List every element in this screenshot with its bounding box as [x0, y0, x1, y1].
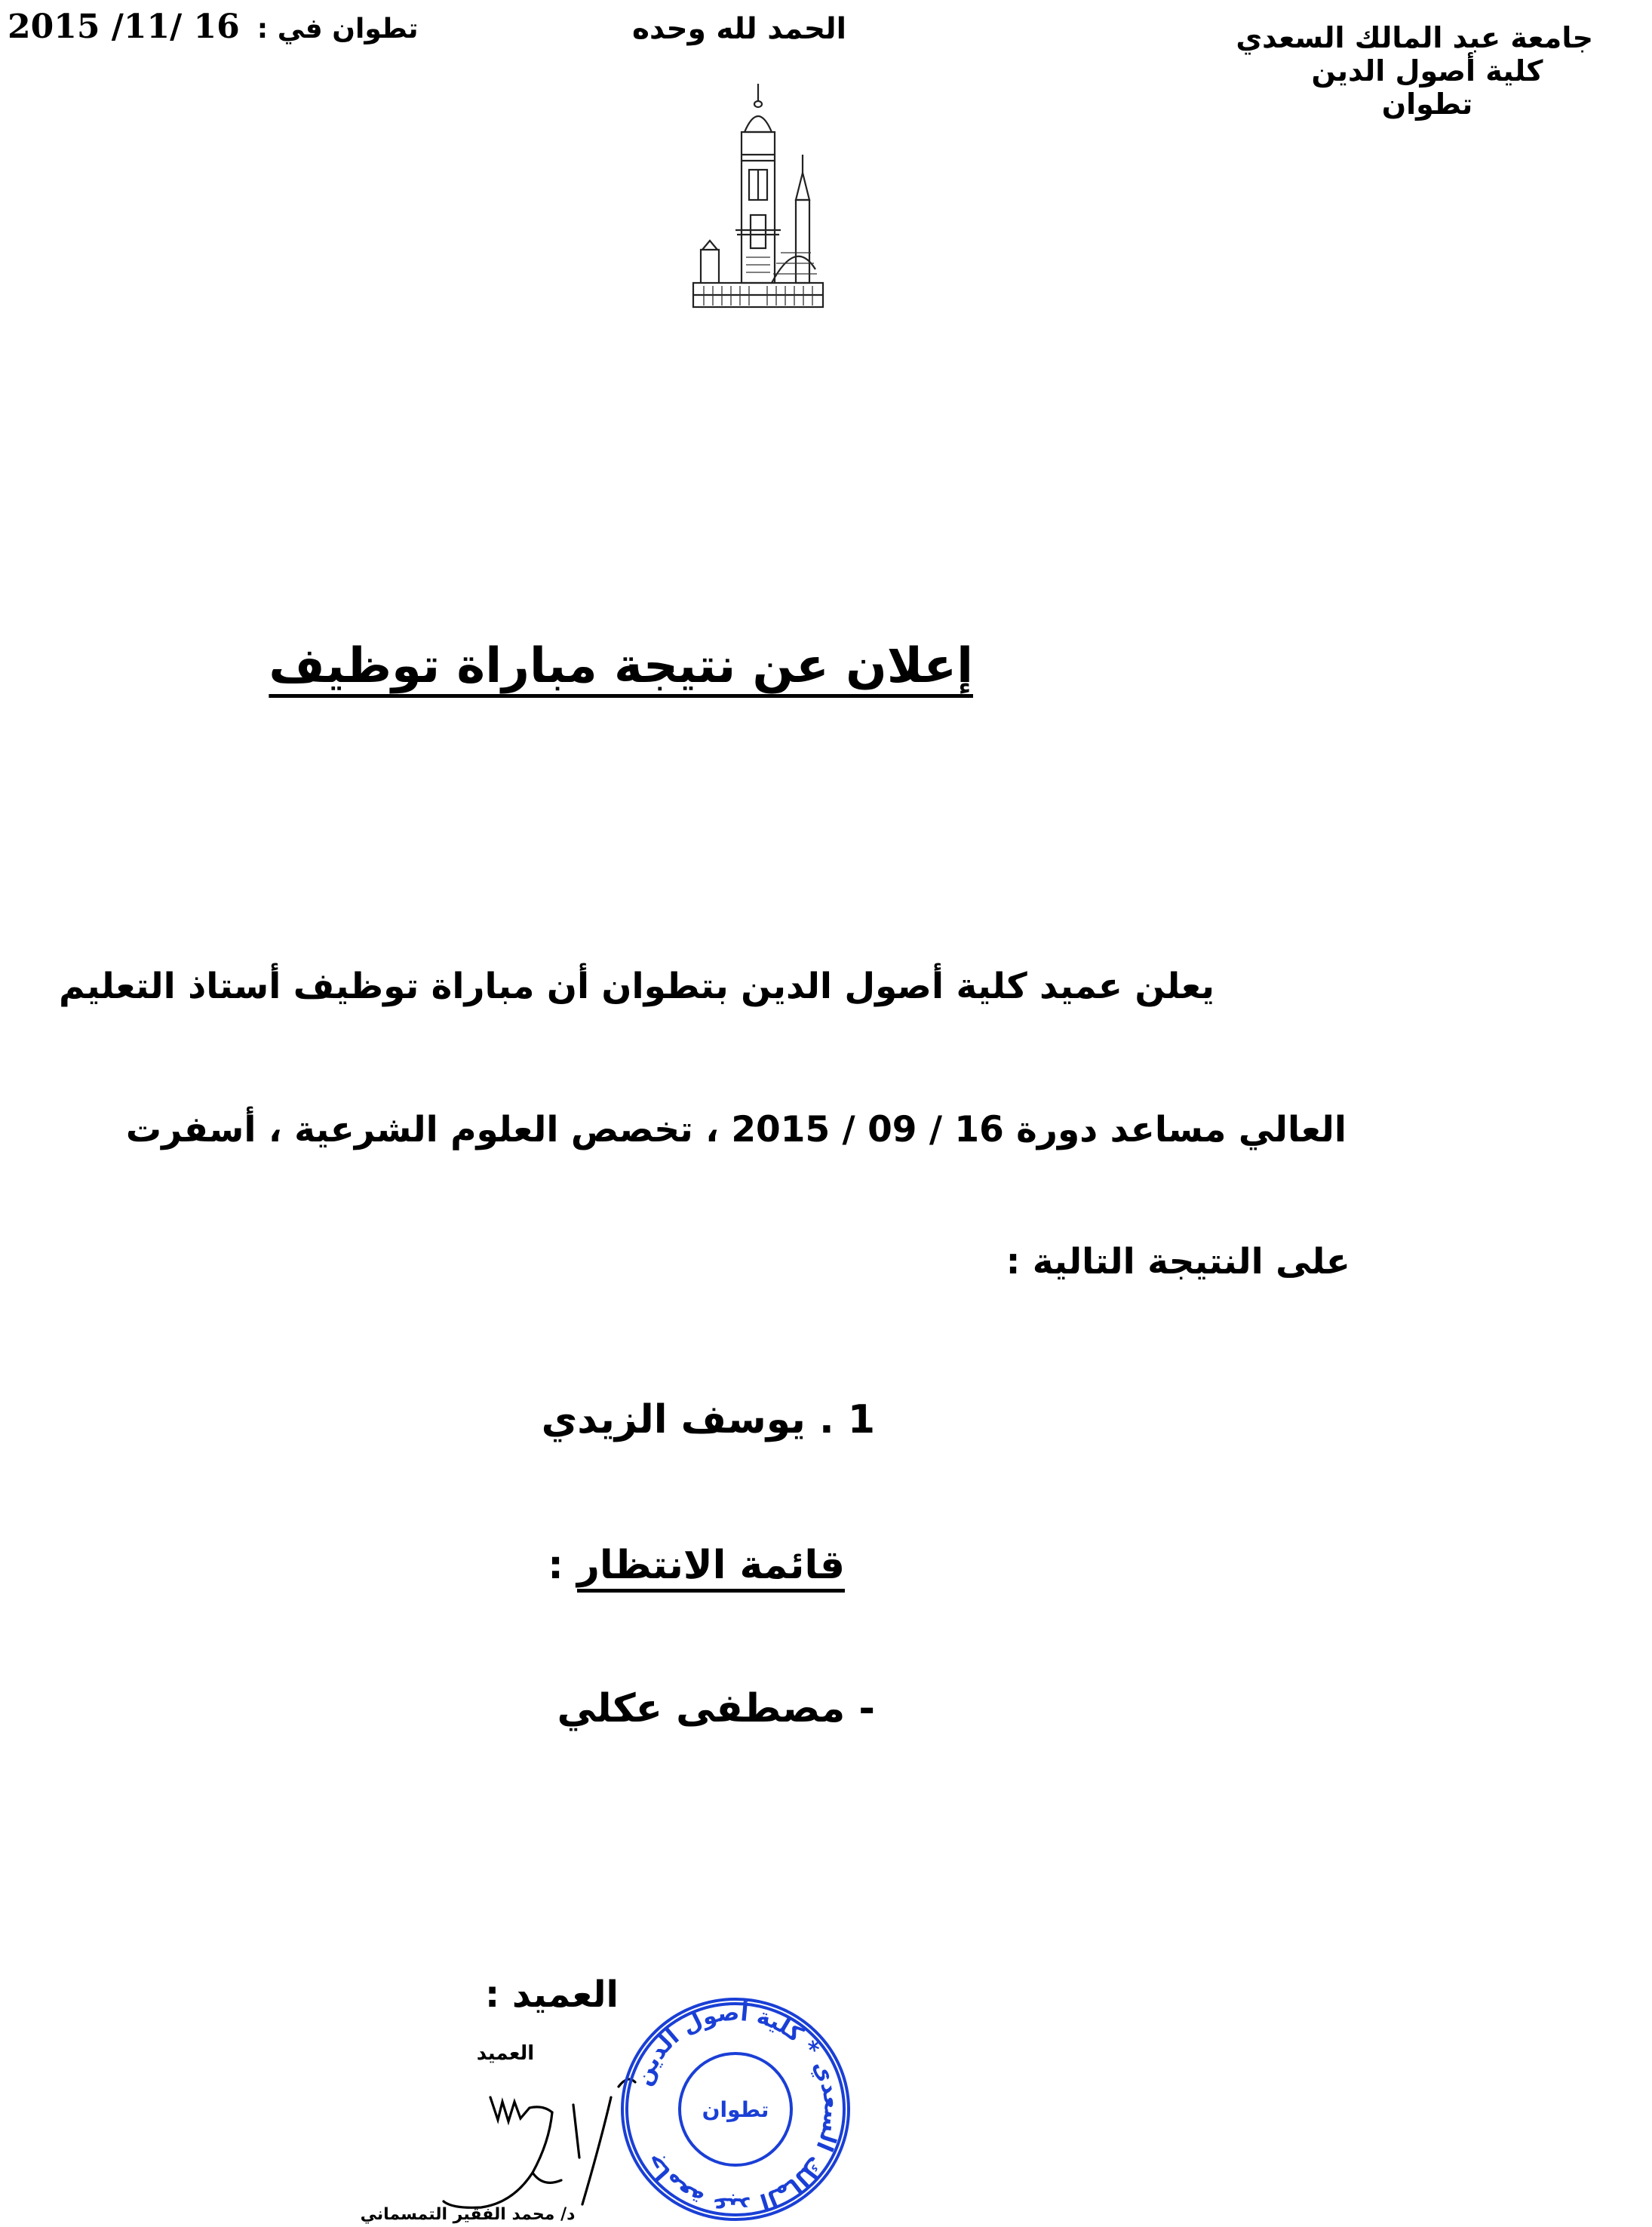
stamp-outer-text: جامعة عبد المالك السعدي * كلية أصول الدين: [629, 1999, 846, 2219]
signature-icon: [355, 2029, 641, 2227]
date-value: 2015 /11/ 16: [8, 8, 240, 46]
stamp-center-text: تطوان: [702, 2097, 769, 2122]
signature-title: العميد: [476, 2042, 535, 2065]
body-line-2: العالي مساعد دورة 16 / 09 / 2015 ، تخصص العلوم الشرعية ، أسفرت: [125, 1109, 1346, 1150]
body-line-1: يعلن عميد كلية أصول الدين بتطوان أن مباراة توظيف أستاذ التعليم: [59, 966, 1214, 1007]
university-header: [1236, 21, 1593, 121]
dean-label: العميد :: [485, 1974, 619, 2016]
minaret-logo-icon: [683, 79, 834, 321]
body-line-3: على النتيجة التالية :: [1006, 1241, 1350, 1282]
invocation-text: الحمد لله وحده: [631, 12, 847, 46]
university-name: جامعة عبد المالك السعدي: [1236, 21, 1593, 54]
university-stamp-icon: [615, 1992, 856, 2227]
waiting-list-colon: :: [548, 1543, 577, 1588]
waiting-list-heading: [548, 1543, 845, 1588]
city-name: تطوان: [1381, 88, 1473, 121]
date-line: [8, 8, 419, 46]
waiting-list-label: قائمة الانتظار: [576, 1543, 845, 1588]
signature-name: د/ محمد الفقير التمسماني: [360, 2205, 576, 2224]
waiting-list-entry: - مصطفى عكلي: [557, 1686, 875, 1731]
announcement-title: إعلان عن نتيجة مباراة توظيف: [269, 638, 973, 694]
winner-entry: 1 . يوسف الزيدي: [541, 1397, 875, 1442]
date-label: تطوان في :: [256, 14, 419, 45]
faculty-name: كلية أصول الدين: [1311, 54, 1543, 88]
